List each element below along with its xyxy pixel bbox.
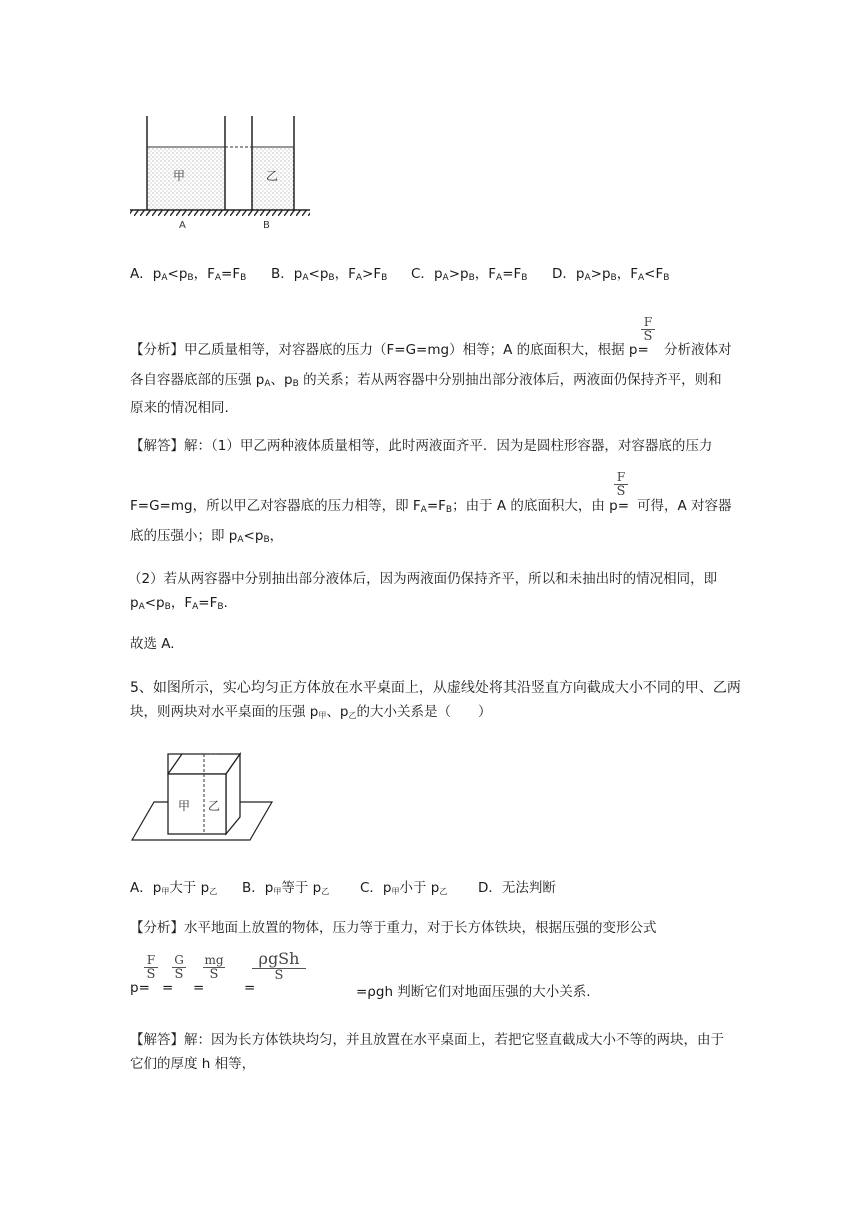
label-yi: 乙 <box>266 169 279 183</box>
solution5-line1: 【解答】解：因为长方体铁块均匀，并且放置在水平桌面上，若把它竖直截成大小不等的两块，由于 <box>130 1032 724 1048</box>
analysis5-p-eq: p= <box>130 980 150 996</box>
q4-option-a: A．$p_A<p_B$，$F_A=F_B$ <box>130 266 247 283</box>
analysis5-eq2: = <box>193 980 205 996</box>
solution4-line1: 【解答】解：（1）甲乙两种液体质量相等，此时两液面齐平．因为是圆柱形容器，对容器底的压力 <box>130 438 713 454</box>
analysis4-line1-tail: 分析液体对 <box>664 342 732 358</box>
cube-label-jia: 甲 <box>178 799 191 813</box>
q5-option-d: D．无法判断 <box>478 880 556 896</box>
analysis5-eq3: = <box>244 980 256 996</box>
analysis5-tail: =ρgh 判断它们对地面压强的大小关系. <box>356 984 591 1000</box>
label-jia: 甲 <box>173 169 186 183</box>
analysis4-line3: 原来的情况相同. <box>130 400 229 416</box>
cube-on-table-figure <box>128 742 278 846</box>
solution4-line4: （2）若从两容器中分别抽出部分液体后，因为两液面仍保持齐平，所以和未抽出时的情况相同，即 <box>128 571 718 587</box>
two-containers-figure <box>128 112 313 237</box>
analysis4-line1: 【分析】甲乙质量相等，对容器底的压力（F=G=mg）相等；A 的底面积大，根据 p= <box>130 342 649 358</box>
solution4-line5: $p_A<p_B$，$F_A=F_B$. <box>130 595 228 612</box>
q5-line2: 块，则两块对水平桌面的压强 p甲、p乙的大小关系是（ ） <box>130 704 492 720</box>
analysis5-frac-g: G S <box>172 954 186 982</box>
analysis5-line1: 【分析】水平地面上放置的物体，压力等于重力，对于长方体铁块，根据压强的变形公式 <box>130 920 657 936</box>
solution4-line2-tail: 可得，A 对容器 <box>637 498 732 514</box>
q4-option-c: C．$p_A>p_B$，$F_A=F_B$ <box>411 266 528 283</box>
q4-option-d: D．$p_A>p_B$，$F_A<F_B$ <box>552 266 670 283</box>
answer4: 故选 A. <box>130 636 175 652</box>
analysis4-fraction: F S <box>641 316 655 344</box>
cube-label-yi: 乙 <box>208 799 221 813</box>
solution4-line3: 底的压强小；即 $p_A<p_B$， <box>130 528 284 545</box>
label-A: A <box>179 220 186 231</box>
analysis5-frac-f: F S <box>144 954 158 982</box>
q5-line1: 5、如图所示，实心均匀正方体放在水平桌面上，从虚线处将其沿竖直方向截成大小不同的甲、乙两 <box>130 680 741 696</box>
analysis5-frac-rhogsh: ρgSh S <box>252 950 306 983</box>
analysis5-frac-mg: mg S <box>204 953 224 982</box>
q5-option-b: B．p甲等于 p乙 <box>242 880 330 896</box>
solution4-fraction: F S <box>614 471 628 499</box>
analysis4-line2: 各自容器底部的压强 $p_A$、$p_B$ 的关系；若从两容器中分别抽出部分液体后，两液面仍保持齐平，则和 <box>130 372 722 389</box>
solution5-line2: 它们的厚度 h 相等， <box>130 1056 256 1072</box>
q5-option-c: C．p甲小于 p乙 <box>360 880 448 896</box>
liquid-jia <box>147 147 225 210</box>
ground-hatch <box>130 210 310 216</box>
label-B: B <box>263 220 270 231</box>
q5-option-a: A．p甲大于 p乙 <box>130 880 218 896</box>
solution4-line2: F=G=mg，所以甲乙对容器底的压力相等，即 $F_A=F_B$；由于 A 的底面积大，由 p= <box>130 498 630 515</box>
analysis5-eq1: = <box>162 980 174 996</box>
q4-option-b: B．$p_A<p_B$，$F_A>F_B$ <box>271 266 388 283</box>
